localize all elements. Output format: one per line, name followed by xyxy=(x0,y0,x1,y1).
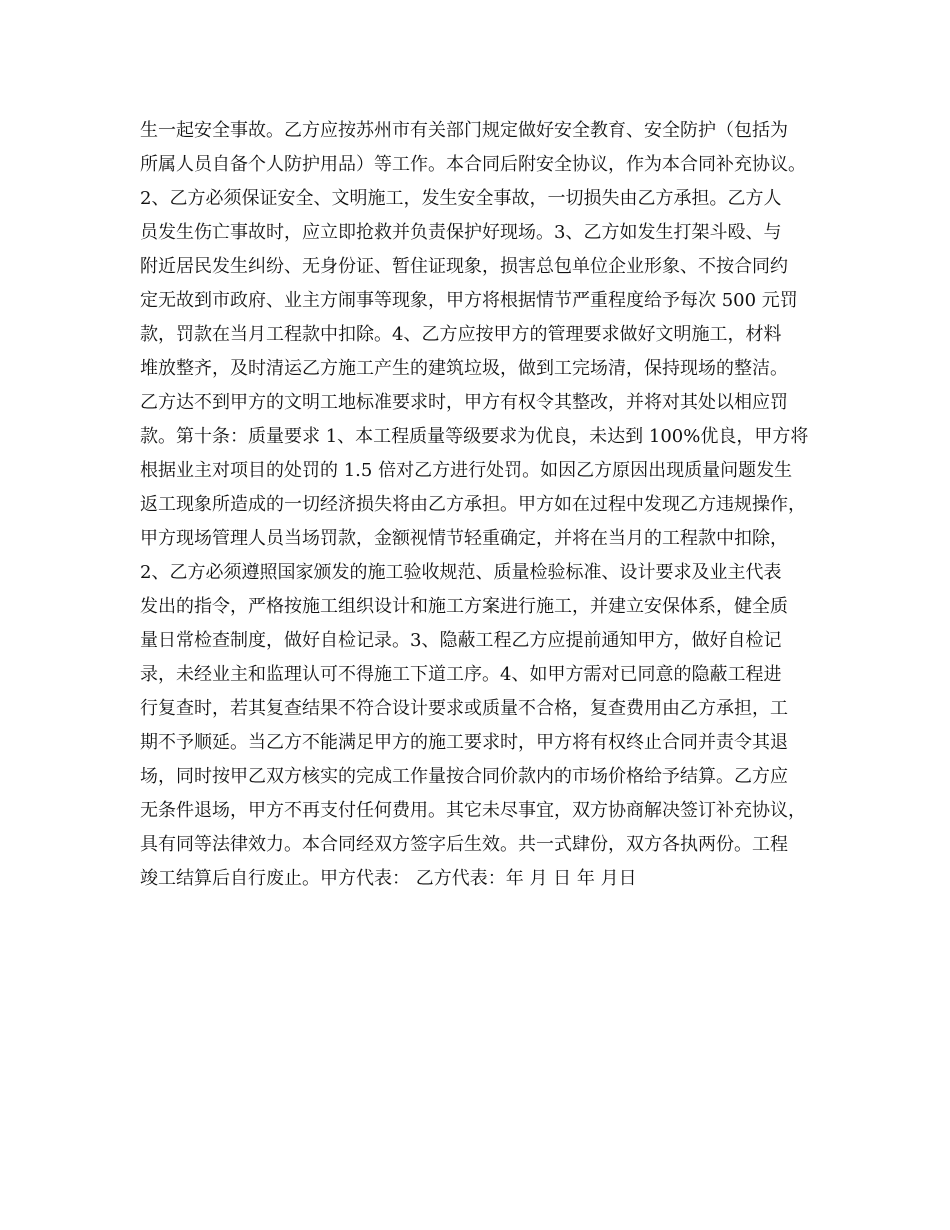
text-line-9: 乙方达不到甲方的文明工地标准要求时，甲方有权令其整改，并将对其处以相应罚 xyxy=(140,392,788,413)
text-line-15: 发出的指令，严格按施工组织设计和施工方案进行施工，并建立安保体系，健全质 xyxy=(140,596,788,617)
text-line-17: 录，未经业主和监理认可不得施工下道工序。4、如甲方需对已同意的隐蔽工程进 xyxy=(140,664,782,685)
text-line-4: 员发生伤亡事故时，应立即抢救并负责保护好现场。3、乙方如发生打架斗殴、与 xyxy=(140,222,782,243)
text-line-22: 具有同等法律效力。本合同经双方签字后生效。共一式肆份，双方各执两份。工程 xyxy=(140,834,788,855)
text-line-12: 返工现象所造成的一切经济损失将由乙方承担。甲方如在过程中发现乙方违规操作， xyxy=(140,494,806,515)
text-line-20: 场，同时按甲乙双方核实的完成工作量按合同价款内的市场价格给予结算。乙方应 xyxy=(140,766,788,787)
text-line-6: 定无故到市政府、业主方闹事等现象，甲方将根据情节严重程度给予每次 500 元罚 xyxy=(140,290,798,311)
text-line-10: 款。第十条：质量要求 1、本工程质量等级要求为优良，未达到 100%优良，甲方将 xyxy=(140,426,809,447)
text-line-23-signatures: 竣工结算后自行废止。甲方代表： 乙方代表：年 月 日 年 月日 xyxy=(140,868,637,889)
text-line-21: 无条件退场，甲方不再支付任何费用。其它未尽事宜，双方协商解决签订补充协议， xyxy=(140,800,806,821)
text-line-16: 量日常检查制度，做好自检记录。3、隐蔽工程乙方应提前通知甲方，做好自检记 xyxy=(140,630,782,651)
contract-text-block xyxy=(140,114,830,896)
text-line-13: 甲方现场管理人员当场罚款，金额视情节轻重确定，并将在当月的工程款中扣除， xyxy=(140,528,788,549)
text-line-3: 2、乙方必须保证安全、文明施工，发生安全事故，一切损失由乙方承担。乙方人 xyxy=(140,188,782,209)
text-line-18: 行复查时，若其复查结果不符合设计要求或质量不合格，复查费用由乙方承担，工 xyxy=(140,698,788,719)
text-line-11: 根据业主对项目的处罚的 1.5 倍对乙方进行处罚。如因乙方原因出现质量问题发生 xyxy=(140,460,793,481)
text-line-19: 期不予顺延。当乙方不能满足甲方的施工要求时，甲方将有权终止合同并责令其退 xyxy=(140,732,788,753)
text-line-2: 所属人员自备个人防护用品）等工作。本合同后附安全协议，作为本合同补充协议。 xyxy=(140,154,806,175)
text-line-8: 堆放整齐，及时清运乙方施工产生的建筑垃圾，做到工完场清，保持现场的整洁。 xyxy=(140,358,788,379)
text-line-14: 2、乙方必须遵照国家颁发的施工验收规范、质量检验标准、设计要求及业主代表 xyxy=(140,562,782,583)
text-line-7: 款，罚款在当月工程款中扣除。4、乙方应按甲方的管理要求做好文明施工，材料 xyxy=(140,324,782,345)
text-line-5: 附近居民发生纠纷、无身份证、暂住证现象，损害总包单位企业形象、不按合同约 xyxy=(140,256,788,277)
text-line-1: 生一起安全事故。乙方应按苏州市有关部门规定做好安全教育、安全防护（包括为 xyxy=(140,120,788,141)
